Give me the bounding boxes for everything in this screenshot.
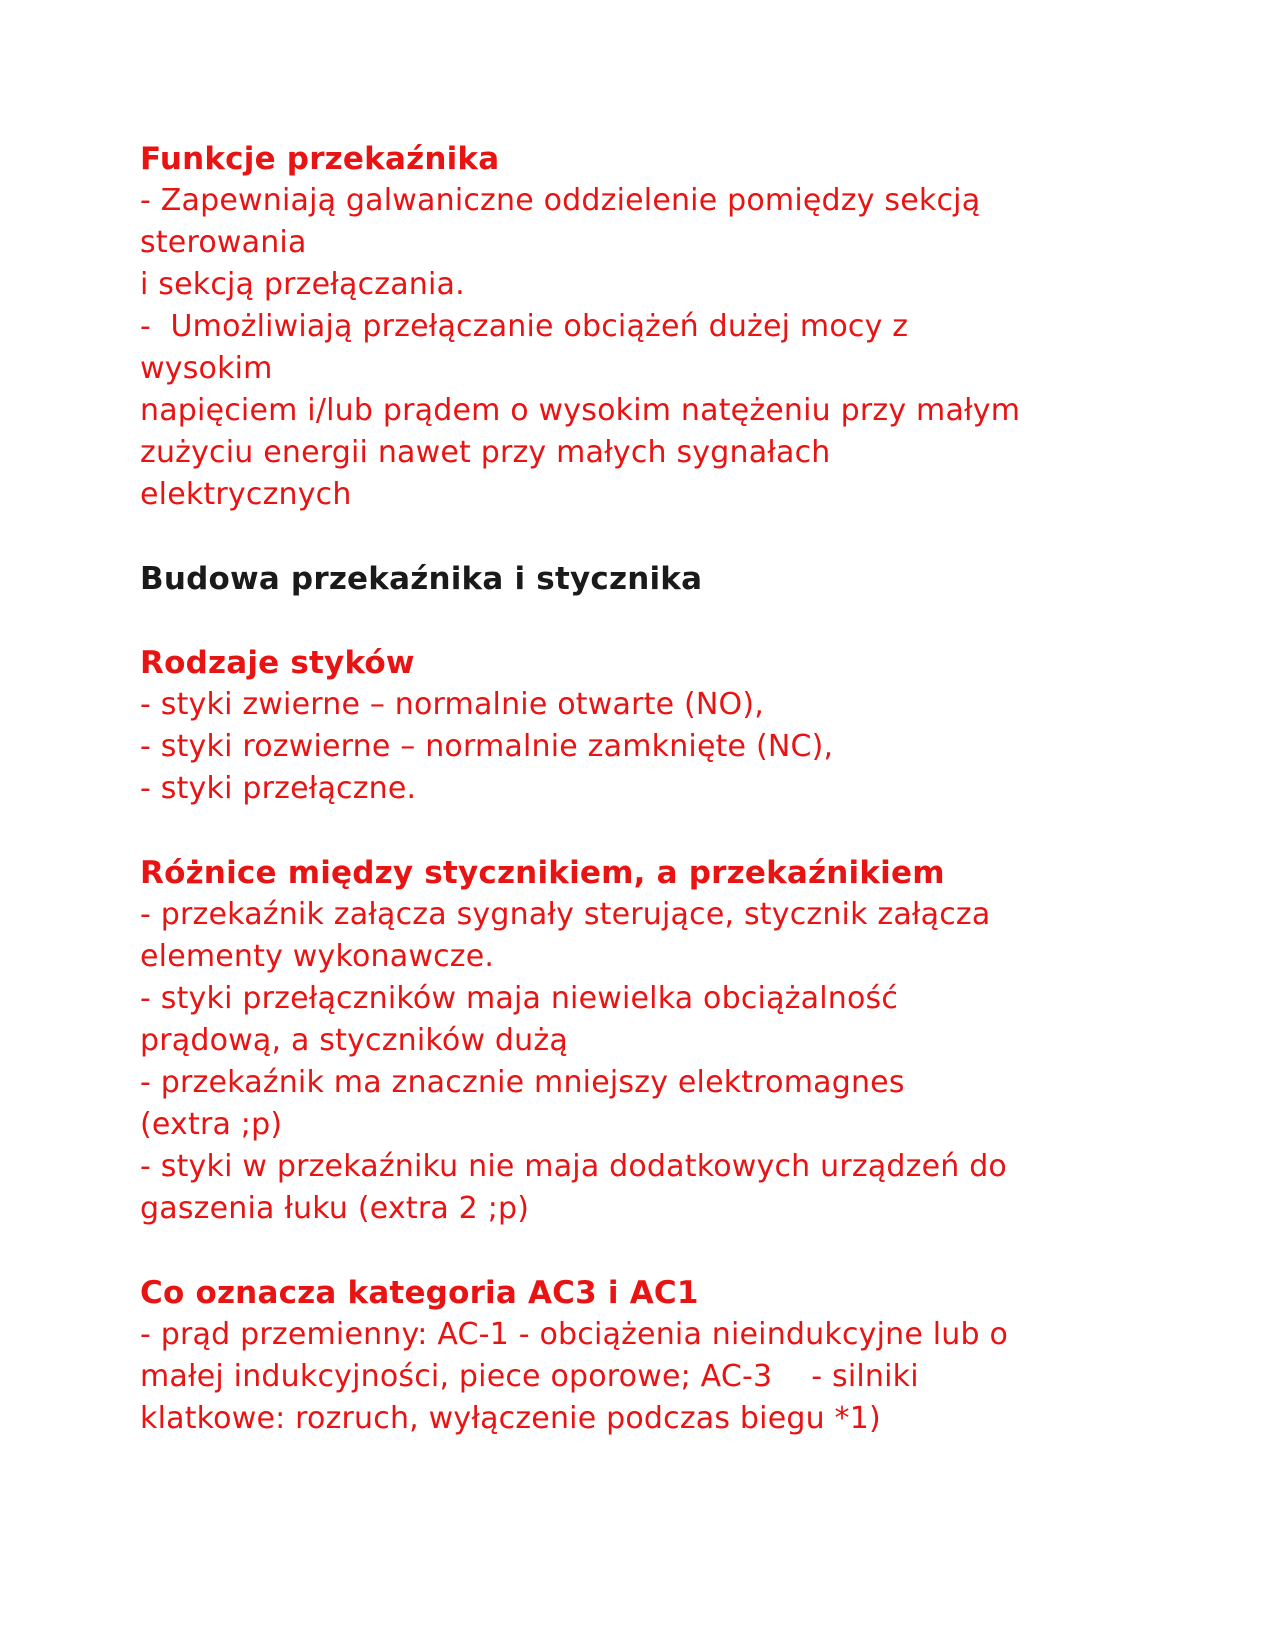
text-line: gaszenia łuku (extra 2 ;p) [140,1191,530,1226]
text-line: sterowania [140,225,307,260]
text-line: - styki przełączników maja niewielka obciążalność [140,981,899,1016]
text-line: prądową, a styczników dużą [140,1023,568,1058]
text-line: i sekcją przełączania. [140,267,465,302]
text-line: wysokim [140,351,273,386]
text-line: - styki rozwierne – normalnie zamknięte (NC), [140,729,834,764]
text-line: - styki w przekaźniku nie maja dodatkowych urządzeń do [140,1149,1007,1184]
section-budowa [140,558,1125,600]
text-line: elementy wykonawcze. [140,939,495,974]
section-heading: Funkcje przekaźnika [140,141,500,177]
section-heading: Różnice między stycznikiem, a przekaźnikiem [140,855,945,891]
text-line: - prąd przemienny: AC-1 - obciążenia nieindukcyjne lub o [140,1317,1009,1352]
text-line: - przekaźnik ma znacznie mniejszy elektromagnes [140,1065,905,1100]
text-line: - styki zwierne – normalnie otwarte (NO), [140,687,764,722]
text-line: - styki przełączne. [140,771,417,806]
section-roznice [140,852,1125,1230]
section-rodzaje-stykow [140,642,1125,810]
text-line: (extra ;p) [140,1107,283,1142]
section-heading: Co oznacza kategoria AC3 i AC1 [140,1275,699,1311]
section-heading: Budowa przekaźnika i stycznika [140,561,703,597]
text-line: - przekaźnik załącza sygnały sterujące, stycznik załącza [140,897,991,932]
text-line: małej indukcyjności, piece oporowe; AC-3 - silniki [140,1359,919,1394]
section-funkcje-przekaznika [140,138,1125,516]
document-content [140,138,1125,1482]
text-line: napięciem i/lub prądem o wysokim natężeniu przy małym [140,393,1021,428]
text-line: klatkowe: rozruch, wyłączenie podczas biegu *1) [140,1401,881,1436]
text-line: elektrycznych [140,477,352,512]
text-line: - Zapewniają galwaniczne oddzielenie pomiędzy sekcją [140,183,981,218]
text-line: zużyciu energii nawet przy małych sygnałach [140,435,831,470]
section-heading: Rodzaje styków [140,645,415,681]
text-line: - Umożliwiają przełączanie obciążeń dużej mocy z [140,309,909,344]
section-kategoria-ac [140,1272,1125,1440]
